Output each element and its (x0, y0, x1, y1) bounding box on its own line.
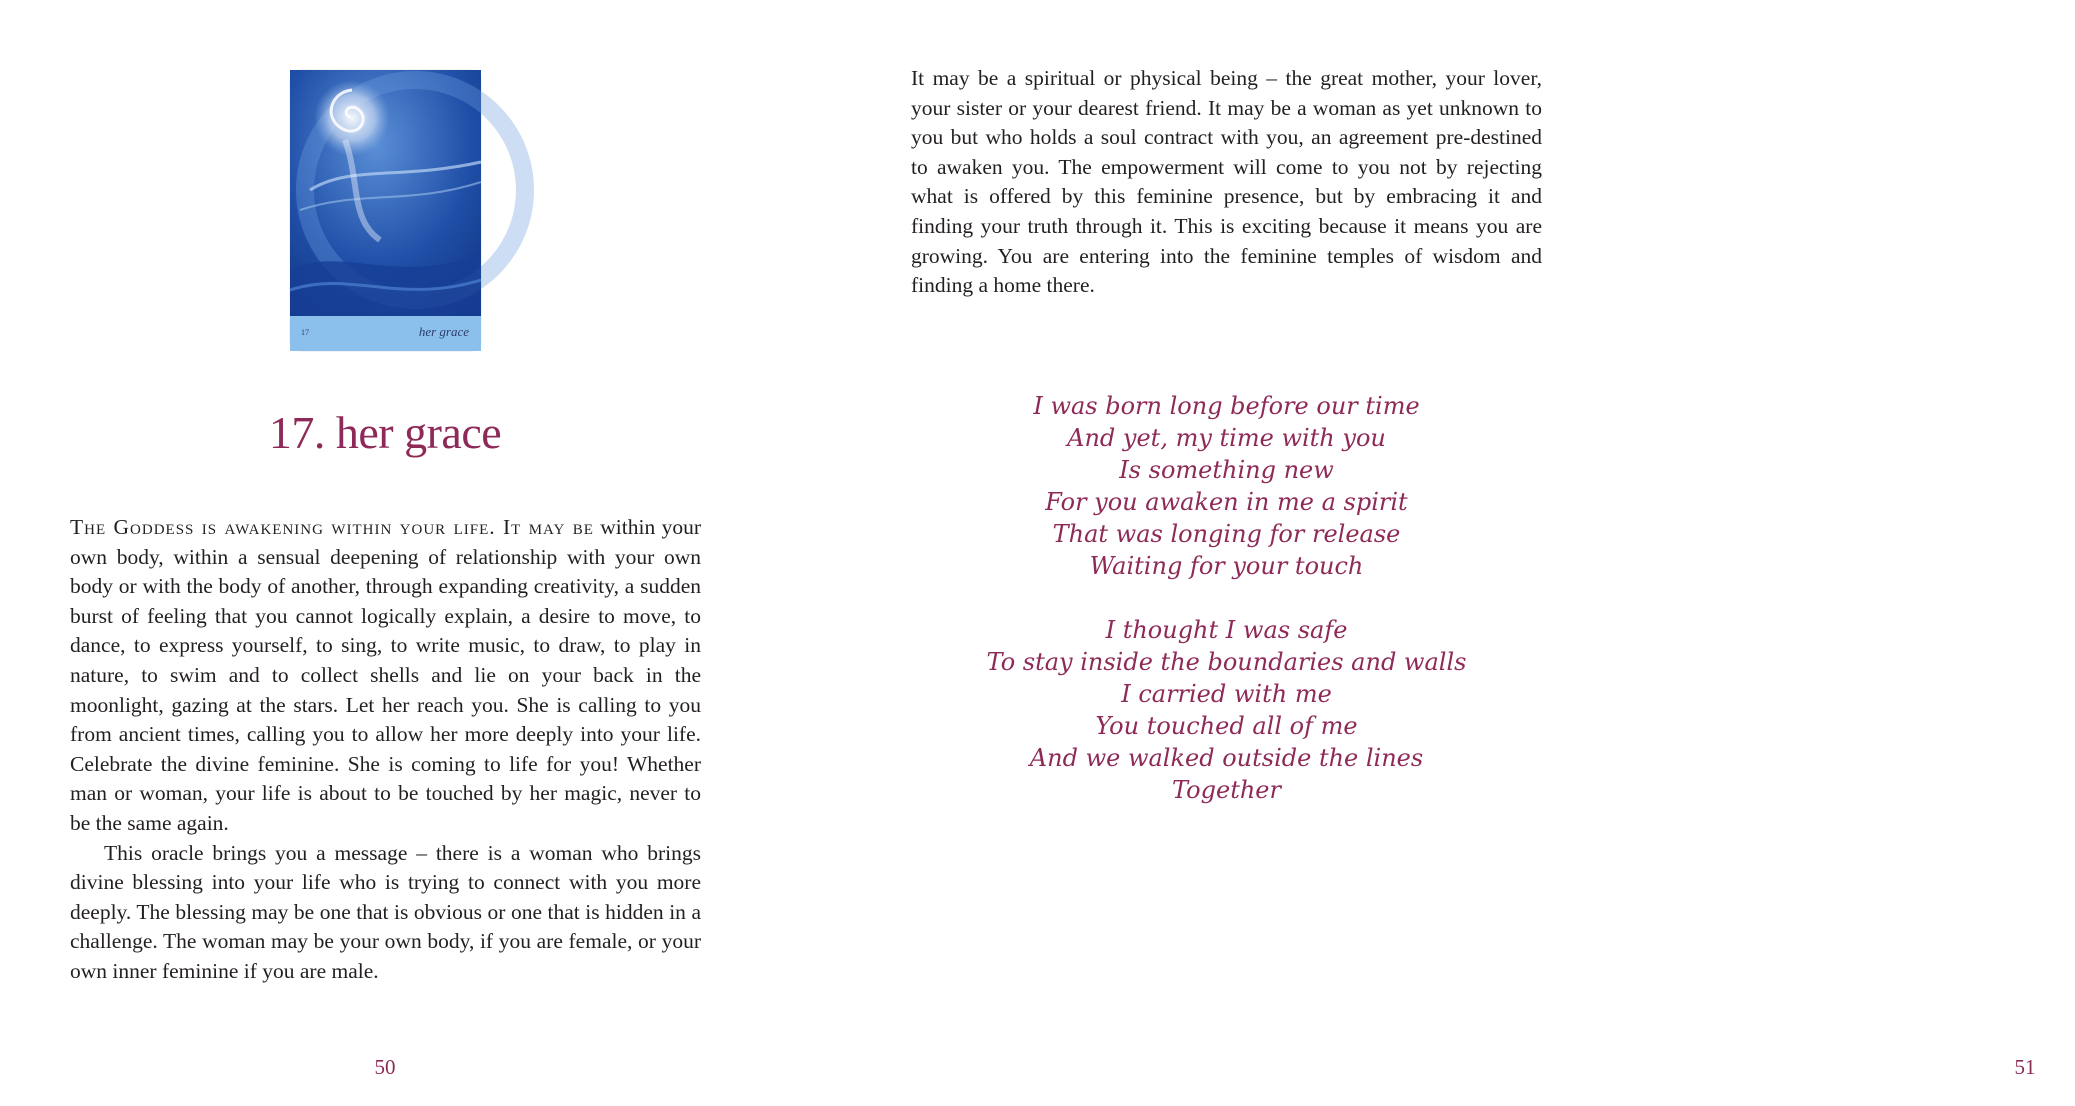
poem-line: For you awaken in me a spirit (1045, 488, 1408, 516)
poem-line: I carried with me (1121, 680, 1332, 708)
card-number: 17 (301, 328, 309, 337)
poem-line: Waiting for your touch (1089, 552, 1364, 580)
right-page (800, 0, 2036, 1106)
card-caption-bar (290, 316, 481, 351)
page-number-left: 50 (374, 1055, 396, 1079)
paragraph-text: within your own body, within a sensual deepening of relationship with your own body or with the body of another, through expanding creativity, a sudden burst of feeling that you cannot logically explain, a desire to move, to dance, to express yourself, to sing, to write music, to draw, to play in nature, to swim and to collect shells and lie on your back in the moonlight, gazing at the stars. Let her reach you. She is calling to you from ancient times, calling you to allow her more deeply into your life. Celebrate the divine feminine. She is coming to life for you! Whether man or woman, your life is about to be touched by her magic, never to be the same again. (70, 515, 701, 835)
right-body-text (911, 64, 1542, 301)
paragraph: It may be a spiritual or physical being – the great mother, your lover, your sister or your dearest friend. It may be a woman as yet unknown to you but who holds a soul contract with you, an agreement pre-destined to awaken you. The empowerment will come to you not by rejecting what is offered by this feminine presence, but by embracing it and finding your truth through it. This is exciting because it means you are growing. You are entering into the feminine temples of wisdom and finding a home there. (911, 66, 1542, 298)
poem (911, 390, 1542, 838)
left-page (0, 0, 800, 1106)
poem-line: You touched all of me (1095, 712, 1358, 740)
page-number-right: 51 (2014, 1055, 2036, 1079)
poem-stanza (911, 390, 1542, 582)
paragraph: This oracle brings you a message – there is a woman who brings divine blessing into your life who is trying to connect with you more deeply. The blessing may be one that is obvious or one that is hidden in a challenge. The woman may be your own body, if you are female, or your own inner feminine if you are male. (70, 840, 701, 983)
poem-line: And we walked outside the lines (1029, 744, 1424, 772)
poem-line: That was longing for release (1052, 520, 1401, 548)
poem-line: And yet, my time with you (1067, 424, 1386, 452)
card-artwork-image (290, 70, 481, 316)
poem-line: I was born long before our time (1033, 392, 1420, 420)
paragraph (70, 513, 701, 839)
poem-line: I thought I was safe (1105, 616, 1348, 644)
left-body-text (70, 513, 701, 987)
lead-smallcaps: The Goddess is awakening within your life. It may be (70, 515, 594, 539)
card-name: her grace (418, 324, 469, 339)
poem-stanza (911, 614, 1542, 806)
poem-line: To stay inside the boundaries and walls (986, 648, 1467, 676)
poem-line: Together (1172, 776, 1281, 804)
oracle-card (290, 70, 481, 351)
chapter-title: 17. her grace (268, 407, 502, 458)
poem-line: Is something new (1119, 456, 1334, 484)
